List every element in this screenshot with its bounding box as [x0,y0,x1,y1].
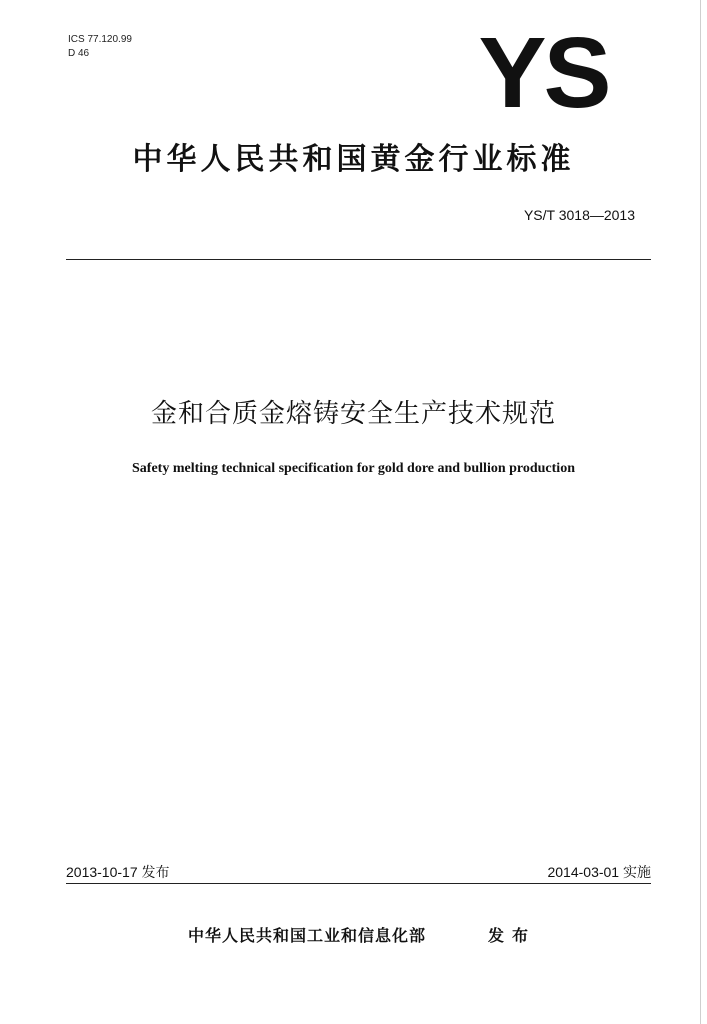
ics-code: ICS 77.120.99 [68,34,132,45]
top-divider [66,259,651,260]
classification-codes [68,33,132,61]
national-standard-title: 中华人民共和国黄金行业标准 [132,142,575,177]
implementation-date: 2014-03-01 实施 [547,864,651,880]
bottom-divider [66,883,651,884]
standard-number: YS/T 3018—2013 [523,207,635,223]
ys-logo [470,17,617,129]
publish-label: 发布 [488,926,537,945]
issue-date: 2013-10-17 发布 [66,864,170,880]
ccs-code: D 46 [68,48,90,59]
document-title-chinese: 金和合质金熔铸安全生产技术规范 [150,399,556,429]
issuing-authority: 中华人民共和国工业和信息化部 [188,926,427,945]
document-title-english: Safety melting technical specification for gold dore and bullion production [132,461,575,476]
ys-logo-text: YS [478,17,609,129]
